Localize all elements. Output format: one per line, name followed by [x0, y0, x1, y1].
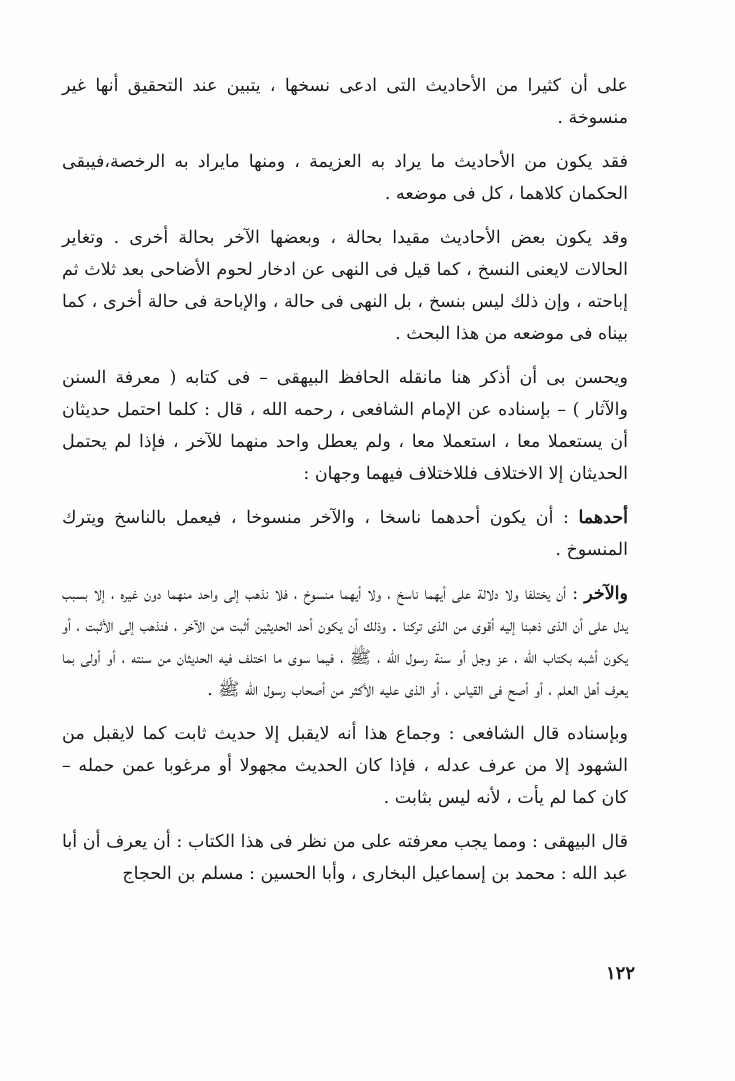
- paragraph-lead: والآخر: [584, 584, 628, 604]
- page-body: [62, 70, 628, 902]
- paragraph-text: وقد يكون بعض الأحاديث مقيدا بحالة ، وبعضها الآخر بحالة أخرى . وتغاير الحالات لايعنى النسخ ، كما قيل فى النهى عن ادخار لحوم الأضاحى بعد ثلاث ثم إباحته ، وإن ذلك ليس بنسخ ، بل النهى فى حالة ، والإباحة فى حالة أخرى ، كما بيناه فى موضعه من هذا البحث .: [62, 228, 628, 344]
- paragraph-6: [62, 578, 628, 706]
- paragraph-5: [62, 502, 628, 566]
- paragraph-7: [62, 718, 628, 814]
- paragraph-text: قال البيهقى : ومما يجب معرفته على من نظر فى هذا الكتاب : أن يعرف أن أبا عبد الله : محمد بن إسماعيل البخارى ، وأبا الحسين : مسلم بن الحجاج: [62, 832, 628, 884]
- paragraph-1: [62, 70, 628, 134]
- paragraph-text: : أن يكون أحدهما ناسخا ، والآخر منسوخا ، فيعمل بالناسخ ويترك المنسوخ .: [62, 508, 628, 560]
- paragraph-8: [62, 826, 628, 890]
- page-number: ١٢٢: [605, 963, 635, 984]
- paragraph-text: : أن يختلفا ولا دلالة على أيهما ناسخ ، ولا أيهما منسوخ ، فلا نذهب إلى واحد منهما دون غيره ، إلا بسبب يدل على أن الذى ذهبنا إليه أقوى من الذى تركنا . وذلك أن يكون أحد الحديثين أثبت من الآخر ، فنذهب إلى الأثبت ، أو يكون أشبه بكتاب الله ، عز وجل أو سنة رسول الله ، ﷺ ، فيما سوى ما اختلف فيه الحديثان من سنته ، أو أولى بما يعرف أهل العلم ، أو أصح فى القياس ، أو الذى عليه الأكثر من أصحاب رسول الله ﷺ .: [62, 584, 628, 700]
- paragraph-text: ويحسن بى أن أذكر هنا مانقله الحافظ البيهقى – فى كتابه ( معرفة السنن والآثار ) – بإسناده عن الإمام الشافعى ، رحمه الله ، قال : كلما احتمل حديثان أن يستعملا معا ، استعملا معا ، ولم يعطل واحد منهما للآخر ، فإذا لم يحتمل الحديثان إلا الاختلاف فللاختلاف فيهما وجهان :: [62, 368, 628, 484]
- paragraph-text: على أن كثيرا من الأحاديث التى ادعى نسخها ، يتبين عند التحقيق أنها غير منسوخة .: [62, 76, 628, 128]
- paragraph-2: [62, 146, 628, 210]
- paragraph-3: [62, 222, 628, 350]
- paragraph-text: وبإسناده قال الشافعى : وجماع هذا أنه لايقبل إلا حديث ثابت كما لايقبل من الشهود إلا من عرف عدله ، فإذا كان الحديث مجهولا أو مرغوبا عمن حمله – كان كما لم يأت ، لأنه ليس بثابت .: [62, 724, 628, 808]
- paragraph-4: [62, 362, 628, 490]
- paragraph-text: فقد يكون من الأحاديث ما يراد به العزيمة ، ومنها مايراد به الرخصة،فيبقى الحكمان كلاهما ، كل فى موضعه .: [62, 152, 628, 204]
- paragraph-lead: أحدهما: [578, 508, 628, 528]
